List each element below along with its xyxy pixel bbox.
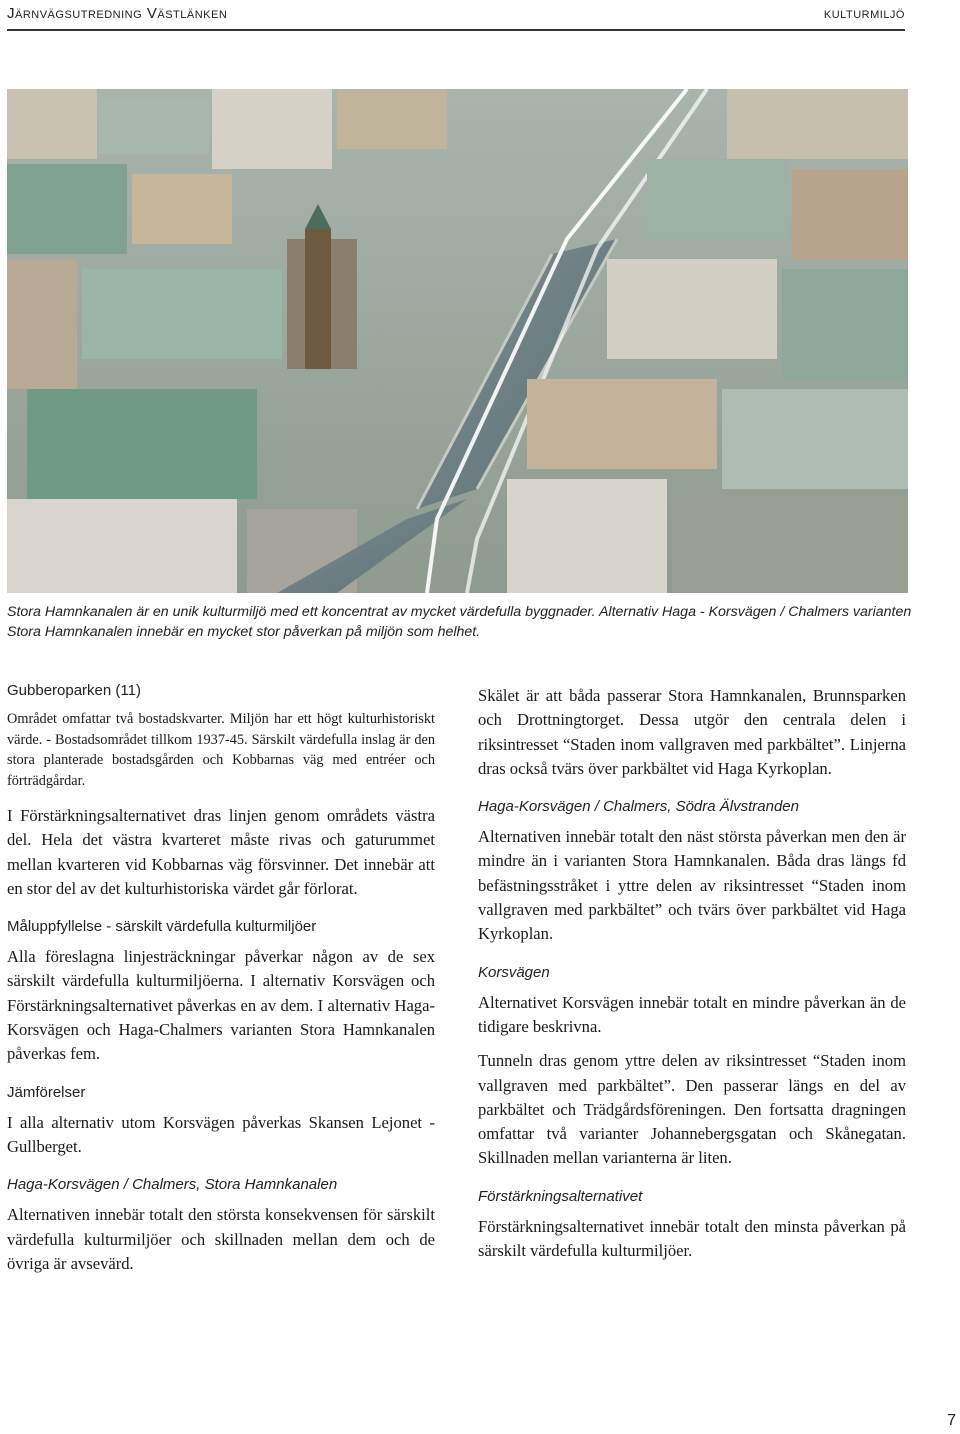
heading-haga-alvstranden: Haga-Korsvägen / Chalmers, Södra Älvstranden [478,798,799,816]
church-tower [305,204,331,369]
aerial-photo [7,89,908,593]
running-header-title: Järnvägsutredning Västlänken [7,5,228,22]
gubberoparken-paragraph-1: Området omfattar två bostadskvarter. Miljön har ett högt kulturhistoriskt värde. - Bostadsområdet tillkom 1937-45. Särskilt värdefulla inslag är den stora planterade bostadsgården och Kobbarnas väg med entréer och förträdgårdar. [7,711,435,789]
running-header-section: kulturmiljö [823,5,905,22]
haga-hamnkanalen-paragraph: Alternativen innebär totalt den största konsekvensen för särskilt värdefulla kulturmiljöer och skillnaden mellan dem och de övriga är avsevärd. [7,1205,435,1273]
heading-maluppfyllelse: Måluppfyllelse - särskilt värdefulla kulturmiljöer [7,918,317,936]
heading-forstarkning: Förstärkningsalternativet [478,1187,643,1205]
korsvagen-paragraph-2: Tunneln dras genom yttre delen av riksintresset “Staden inom vallgraven med parkbältet”. Den passerar längs en del av parkbältet och Trädgårdsföreningen. Den fortsatta dragningen omfattar två varianter Johannebergsgatan och Skånegatan. Skillnaden mellan varianterna är liten. [478,1051,906,1168]
page-number: 7 [947,1412,956,1429]
heading-korsvagen: Korsvägen [478,963,550,981]
heading-haga-hamnkanalen: Haga-Korsvägen / Chalmers, Stora Hamnkanalen [7,1176,338,1194]
korsvagen-paragraph-1: Alternativet Korsvägen innebär totalt en mindre påverkan än de tidigare beskrivna. [478,992,906,1036]
intro-paragraph: Skälet är att båda passerar Stora Hamnkanalen, Brunnsparken och Drottningtorget. Dessa utgör den centrala delen i riksintresset “Staden inom vallgraven med parkbältet”. Linjerna dras också tvärs över parkbältet vid Haga Kyrkoplan. [478,686,906,778]
gubberoparken-paragraph-2: I Förstärkningsalternativet dras linjen genom områdets västra del. Hela det västra kvarteret måste rivas och gaturummet mellan kvarteren vid Kobbarnas väg försvinner. Det innebär att en stor del av det kulturhistoriska värdet går förlorat. [7,806,435,898]
photo-caption: Stora Hamnkanalen är en unik kulturmiljö med ett koncentrat av mycket värdefulla byggnader. Alternativ Haga - Korsvägen / Chalmers varianten Stora Hamnkanalen innebär en mycket stor påverkan på miljön som helhet. [7,604,912,640]
maluppfyllelse-paragraph: Alla föreslagna linjesträckningar påverkar någon av de sex särskilt värdefulla kulturmiljöerna. I alternativ Korsvägen och Förstärkningsalternativet påverkas en av dem. I alternativ Haga-Korsvägen och Haga-Chalmers varianten Stora Hamnkanalen påverkas fem. [7,947,435,1064]
jamforelser-paragraph: I alla alternativ utom Korsvägen påverkas Skansen Lejonet - Gullberget. [7,1112,435,1156]
right-column [478,684,906,1279]
heading-jamforelser: Jämförelser [7,1083,86,1101]
haga-alvstranden-paragraph: Alternativen innebär totalt den näst största påverkan men den är mindre än i varianten Stora Hamnkanalen. Båda dras längs fd befästningsstråket i yttre delen av riksintresset “Staden inom vallgraven med parkbältet” och tvärs över parkbältet vid Haga Kyrkoplan. [478,827,906,944]
heading-gubberoparken: Gubberoparken (11) [7,682,141,699]
left-column [7,681,435,1292]
header-rule [7,29,905,31]
forstarkning-paragraph: Förstärkningsalternativet innebär totalt den minsta påverkan på särskilt värdefulla kulturmiljöer. [478,1216,906,1261]
